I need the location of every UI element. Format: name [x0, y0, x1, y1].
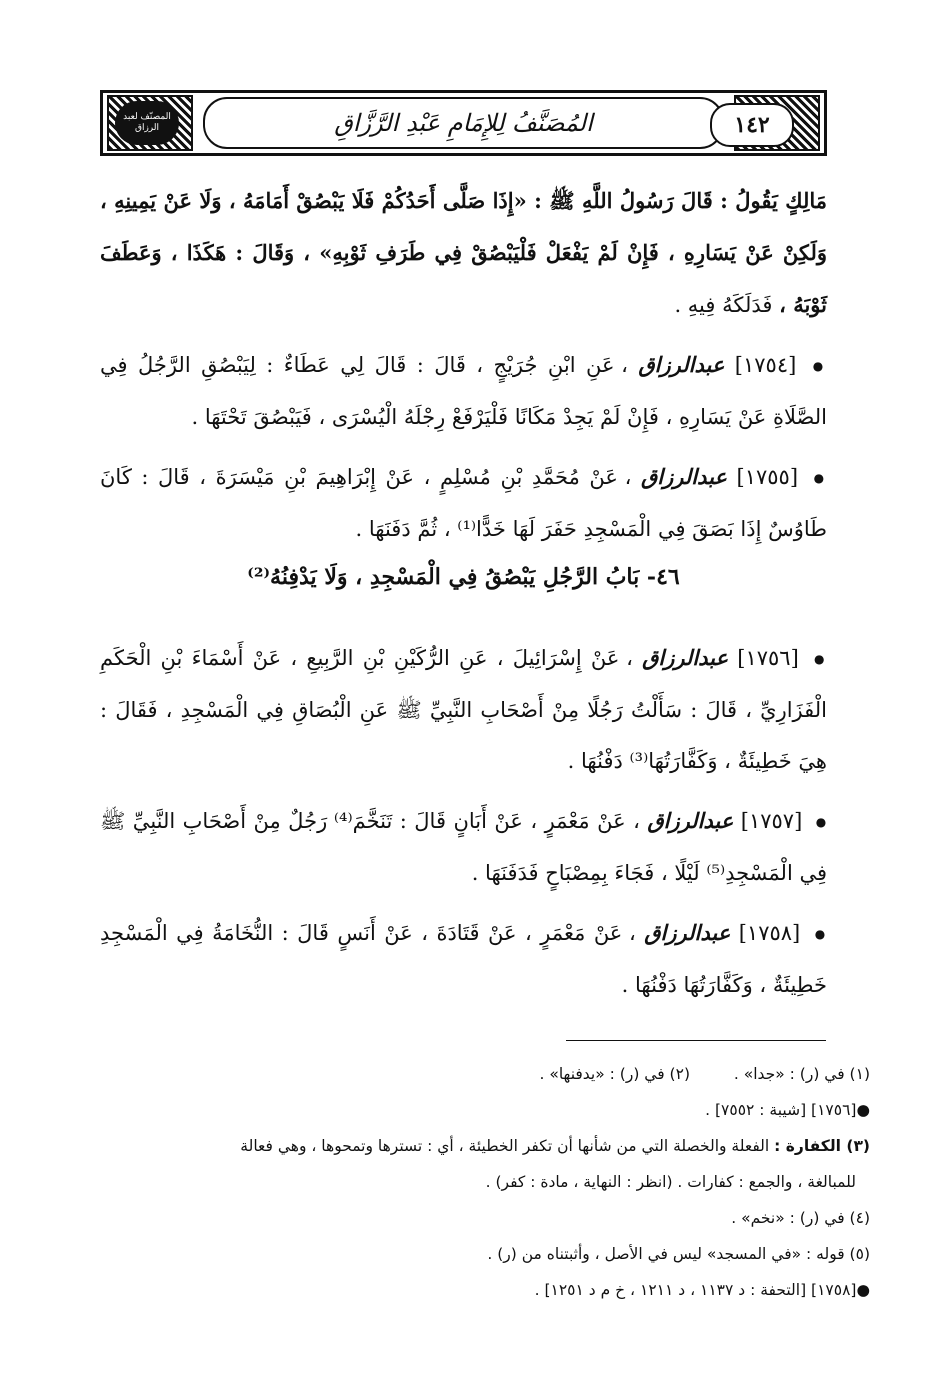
page-number: ١٤٢	[710, 103, 794, 147]
hadith-entry-1758	[100, 907, 827, 1011]
narrator-tag: عبدالرزاق	[640, 464, 727, 489]
hadith-entry-1757	[100, 795, 827, 899]
text-line: فَدَلَكَهُ فِيهِ .	[674, 293, 773, 317]
main-text	[100, 175, 827, 555]
footnote-separator	[566, 1040, 826, 1041]
medallion-logo-left: المصنّف لعبد الرزاق	[115, 101, 179, 145]
narrator-tag: عبدالرزاق	[638, 352, 725, 377]
footnote-row	[100, 1056, 870, 1092]
hadith-entry-1755	[100, 451, 827, 555]
main-text-2	[100, 632, 827, 1011]
entry-text: ، عَنْ مُحَمَّدِ بْنِ مُسْلِمٍ ، عَنْ إِبْرَاهِيمَ بْنِ مَيْسَرَةَ ، قَالَ : كَانَ طَاوُسٌ إِذَا بَصَقَ فِي الْمَسْجِدِ حَفَرَ لَهَا خَدًّا⁽¹⁾ ، ثُمَّ دَفَنَهَا .	[100, 465, 827, 541]
footnote-5: (٥) قوله : «في المسجد» ليس في الأصل ، وأثبتناه من (ر) .	[487, 1245, 870, 1263]
entry-text: ، عَنْ مَعْمَرٍ ، عَنْ قَتَادَةَ ، عَنْ أَنَسٍ قَالَ : النُّخَامَةُ فِي الْمَسْجِدِ خَطِيئَةٌ ، وَكَفَّارَتُهَا دَفْنُهَا .	[100, 921, 827, 997]
narrator-tag: عبدالرزاق	[647, 808, 734, 833]
page-header	[100, 90, 827, 156]
entry-number: [١٧٥٧]	[740, 809, 803, 833]
footnote-3-text: الفعلة والخصلة التي من شأنها أن تكفر الخطيئة ، أي : تسترها وتمحوها ، وهي فعالة	[240, 1137, 770, 1155]
hadith-entry-1756	[100, 632, 827, 787]
footnote-2: (٢) في (ر) : «يدفنها» .	[539, 1065, 690, 1083]
entry-number: [١٧٥٨]	[738, 921, 801, 945]
footnote-1: (١) في (ر) : «جدا» .	[733, 1065, 870, 1083]
entry-text: ، عَنْ إِسْرَائِيلَ ، عَنِ الرُّكَيْنِ بْنِ الرَّبِيعِ ، عَنْ أَسْمَاءَ بْنِ الْحَكَمِ الْفَزَارِيِّ ، قَالَ : سَأَلْتُ رَجُلًا مِنْ أَصْحَابِ النَّبِيِّ ﷺ عَنِ الْبُصَاقِ فِي الْمَسْجِدِ ، فَقَالَ : هِيَ خَطِيئَةٌ ، وَكَفَّارَتُهَا⁽³⁾ دَفْنُهَا .	[100, 646, 827, 773]
entry-number: [١٧٥٤]	[734, 353, 797, 377]
entry-number: [١٧٥٦]	[737, 646, 799, 670]
entry-number: [١٧٥٥]	[736, 465, 799, 489]
entry-text: ، عَنْ مَعْمَرٍ ، عَنْ أَبَانٍ قَالَ : تَنَخَّمَ⁽⁴⁾ رَجُلٌ مِنْ أَصْحَابِ النَّبِيِّ ﷺ فِي الْمَسْجِدِ⁽⁵⁾ لَيْلًا ، فَجَاءَ بِمِصْبَاحٍ فَدَفَنَهَا .	[100, 809, 827, 885]
paragraph-continuation	[100, 175, 827, 331]
text-line: وَلَكِنْ عَنْ يَسَارِهِ ، فَإِنْ لَمْ يَفْعَلْ فَلْيَبْصُقْ فِي طَرَفِ ثَوْبِهِ» ، وَقَالَ : هَكَذَا ، وَعَطَفَ ثَوْبَهُ ،	[100, 240, 827, 317]
reference-1758: ●[١٧٥٨] [التحفة : د ١١٣٧ ، د ١٢١١ ، خ م د ١٢٥١] .	[534, 1281, 870, 1299]
footnotes	[100, 1056, 870, 1308]
footnote-3-label: (٣) الكفارة :	[774, 1137, 870, 1155]
entry-text: ، عَنِ ابْنِ جُرَيْجٍ ، قَالَ : قَالَ لِي عَطَاءٌ : لِيَبْصُقِ الرَّجُلُ فِي الصَّلَاةِ عَنْ يَسَارِهِ ، فَإِنْ لَمْ يَجِدْ مَكَانًا فَلْيَرْفَعْ رِجْلَهُ الْيُسْرَى ، فَيَبْصُقَ تَحْتَهَا .	[100, 353, 827, 429]
narrator-tag: عبدالرزاق	[642, 645, 729, 670]
footnote-3-continued: للمبالغة ، والجمع : كفارات . (انظر : النهاية ، مادة : كفر) .	[485, 1173, 856, 1191]
footnote-4: (٤) في (ر) : «نخم» .	[731, 1209, 870, 1227]
hadith-entry-1754	[100, 339, 827, 443]
reference-1756: ●[١٧٥٦] [شيبة : ٧٥٥٢] .	[705, 1101, 870, 1119]
narrator-tag: عبدالرزاق	[644, 920, 731, 945]
text-line: مَالِكٍ يَقُولُ : قَالَ رَسُولُ اللَّهِ ﷺ : «إِذَا صَلَّى أَحَدُكُمْ فَلَا يَبْصُقْ أَمَامَهُ ، وَلَا عَنْ يَمِينِهِ ،	[100, 188, 827, 213]
running-title: المُصَنَّفُ لِلإِمَامِ عَبْدِ الرَّزَّاقِ	[203, 97, 724, 149]
footnote-3	[100, 1128, 870, 1164]
chapter-heading: ٤٦- بَابُ الرَّجُلِ يَبْصُقُ فِي الْمَسْجِدِ ، وَلَا يَدْفِنُهُ⁽²⁾	[247, 564, 680, 590]
